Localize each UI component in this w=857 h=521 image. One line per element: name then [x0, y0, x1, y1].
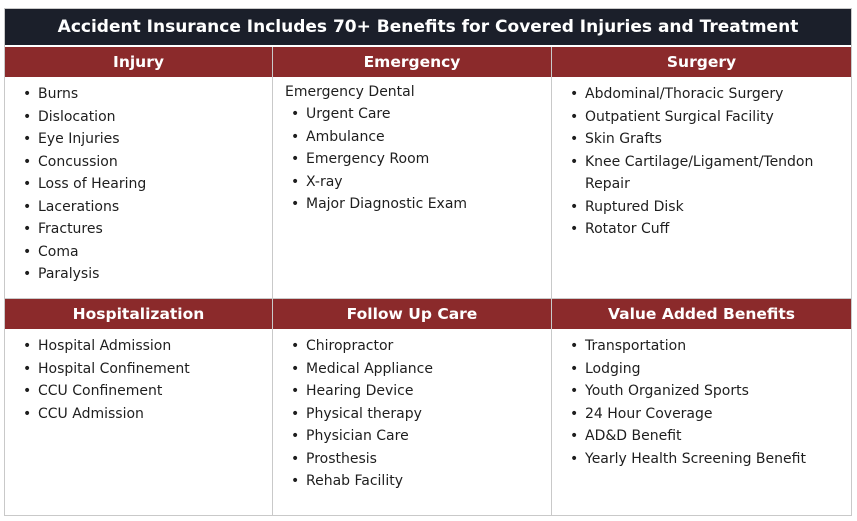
cell-heading: Injury [5, 47, 272, 77]
list-item: • Skin Grafts [552, 128, 851, 151]
cell-heading: Surgery [552, 47, 851, 77]
list-item: • Knee Cartilage/Ligament/Tendon Repair [552, 151, 851, 196]
benefit-list [5, 83, 272, 286]
list-item: • Dislocation [5, 106, 272, 129]
cell-injury [5, 47, 273, 299]
list-item: • Physical therapy [273, 403, 551, 426]
list-item: • Rotator Cuff [552, 218, 851, 241]
benefit-list [552, 83, 851, 241]
list-item: • Rehab Facility [273, 470, 551, 493]
list-item: • Loss of Hearing [5, 173, 272, 196]
list-item: • AD&D Benefit [552, 425, 851, 448]
list-item: • Youth Organized Sports [552, 380, 851, 403]
list-item: • X-ray [273, 171, 551, 194]
list-item: • 24 Hour Coverage [552, 403, 851, 426]
list-item: • Physician Care [273, 425, 551, 448]
list-item: • Hearing Device [273, 380, 551, 403]
list-item: • Coma [5, 241, 272, 264]
benefit-list [552, 335, 851, 470]
cell-surgery [552, 47, 851, 299]
cell-hospitalization [5, 299, 273, 515]
list-item: • Abdominal/Thoracic Surgery [552, 83, 851, 106]
cell-value-added-benefits [552, 299, 851, 515]
cell-heading: Value Added Benefits [552, 299, 851, 329]
list-item: • Outpatient Surgical Facility [552, 106, 851, 129]
list-item: • Hospital Admission [5, 335, 272, 358]
cell-follow-up-care [273, 299, 552, 515]
list-item: • Lodging [552, 358, 851, 381]
cell-emergency [273, 47, 552, 299]
list-item: • Prosthesis [273, 448, 551, 471]
benefits-table [4, 8, 852, 516]
cell-heading: Follow Up Care [273, 299, 551, 329]
list-item: • Major Diagnostic Exam [273, 193, 551, 216]
list-item: • Transportation [552, 335, 851, 358]
list-item: • Urgent Care [273, 103, 551, 126]
list-item: • Burns [5, 83, 272, 106]
cell-lead-text: Emergency Dental [285, 84, 415, 100]
cell-heading: Emergency [273, 47, 551, 77]
list-item: • Hospital Confinement [5, 358, 272, 381]
benefit-list [5, 335, 272, 425]
list-item: • CCU Confinement [5, 380, 272, 403]
table-title: Accident Insurance Includes 70+ Benefits for Covered Injuries and Treatment [5, 9, 851, 45]
list-item: • CCU Admission [5, 403, 272, 426]
cell-heading: Hospitalization [5, 299, 272, 329]
list-item: • Concussion [5, 151, 272, 174]
list-item: • Medical Appliance [273, 358, 551, 381]
list-item: • Ruptured Disk [552, 196, 851, 219]
list-item: • Emergency Room [273, 148, 551, 171]
benefit-list [273, 335, 551, 493]
list-item: • Yearly Health Screening Benefit [552, 448, 851, 471]
benefits-grid [5, 47, 851, 515]
benefit-list [273, 103, 551, 216]
list-item: • Ambulance [273, 126, 551, 149]
list-item: • Chiropractor [273, 335, 551, 358]
list-item: • Lacerations [5, 196, 272, 219]
list-item: • Paralysis [5, 263, 272, 286]
list-item: • Fractures [5, 218, 272, 241]
list-item: • Eye Injuries [5, 128, 272, 151]
